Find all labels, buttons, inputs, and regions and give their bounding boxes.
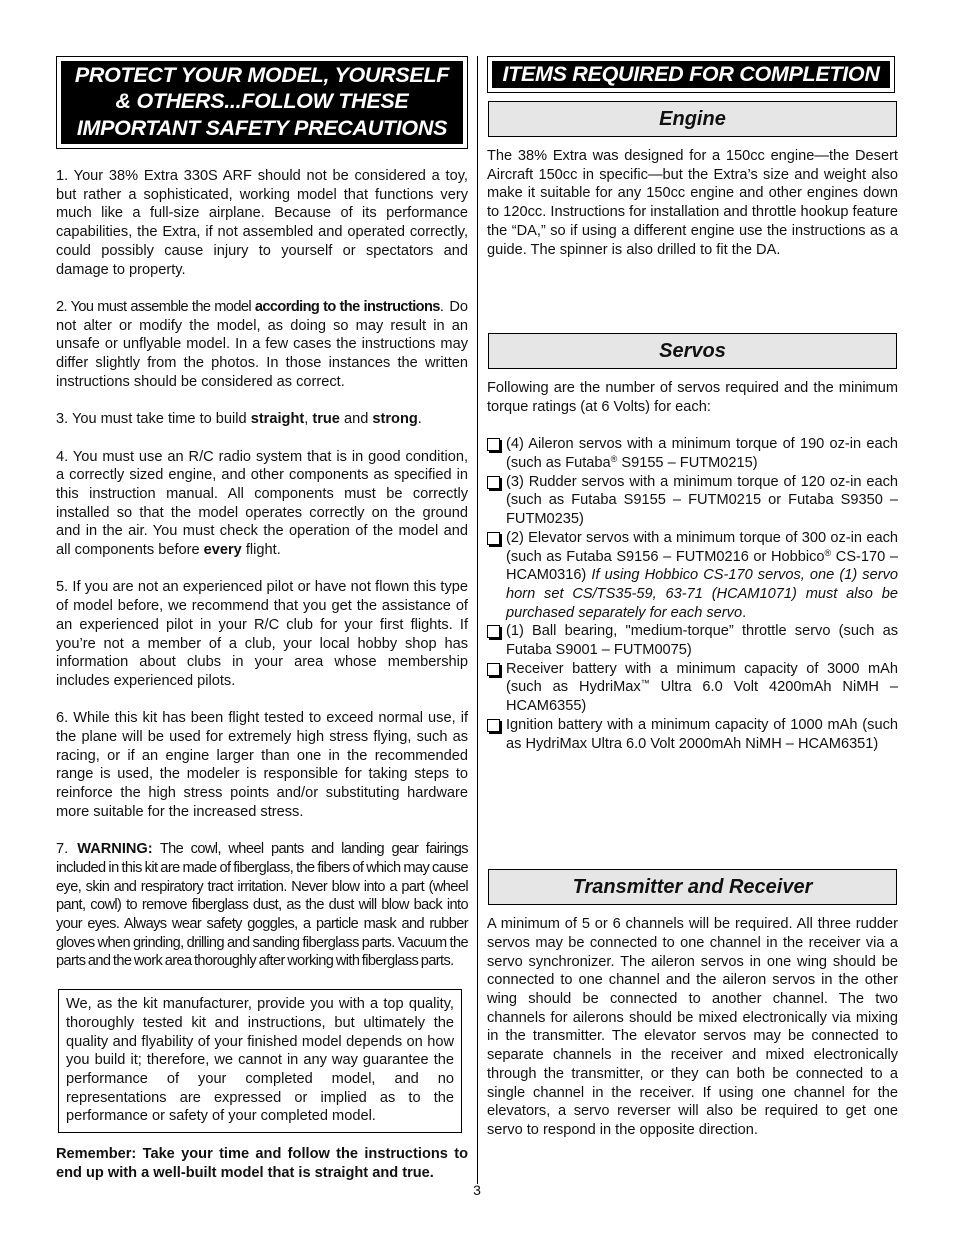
- engine-heading: Engine: [488, 101, 897, 137]
- safety-item-3-sep2: and: [339, 411, 373, 428]
- checkbox-icon[interactable]: [487, 532, 500, 545]
- servo-checklist: [487, 435, 898, 753]
- safety-title: [61, 61, 463, 144]
- column-divider: [477, 56, 478, 1184]
- servo-item-3-end: .: [742, 604, 747, 621]
- servos-intro: Following are the number of servos required and the minimum torque ratings (at 6 Volts) for each:: [487, 380, 898, 415]
- checkbox-icon[interactable]: [487, 719, 500, 732]
- checklist-item: [487, 716, 898, 753]
- safety-title-box: [56, 56, 468, 149]
- transmitter-text: A minimum of 5 or 6 channels will be required. All three rudder servos may be connected to one channel in the receiver via a servo synchronizer. The aileron servos in one wing should be connected to one channel and the aileron servos in the other wing should be connected to another channel. The two channels for ailerons should be mixed electronically via mixing in the transmitter. The elevator servos may be connected to separate channels in the receiver and mixed electronically through the transmitter, or they can both be connected to a single channel in the receiver. If using one channel for the elevators, a servo reverser will also be required to get one servo to respond in the opposite direction.: [487, 916, 898, 1138]
- safety-title-line-1: PROTECT YOUR MODEL, YOURSELF: [74, 62, 450, 87]
- safety-item-2-rest: . Do not alter or modify the model, as doing so may result in an unsafe or unflyable model. In a few cases the instructions may differ slightly from the photos. In those instances the written instructions should be considered as correct.: [56, 298, 468, 390]
- checkbox-icon[interactable]: [487, 476, 500, 489]
- manufacturer-notice: We, as the kit manufacturer, provide you with a top quality, thoroughly tested kit and instructions, but ultimately the quality and flyability of your finished model depends on how you build it; therefore, we cannot in any way guarantee the performance of your completed model, and no representations are expressed or implied as to the performance or safety of your completed model.: [58, 989, 462, 1133]
- safety-item-7-warning: WARNING:: [77, 841, 153, 858]
- checkbox-icon[interactable]: [487, 438, 500, 451]
- checkbox-icon[interactable]: [487, 663, 500, 676]
- servo-item-6-text: Ignition battery with a minimum capacity of 1000 mAh (such as HydriMax Ultra 6.0 Volt 2000mAh NiMH – HCAM6351): [506, 716, 898, 752]
- safety-item-3-sep1: ,: [304, 411, 313, 428]
- servo-item-5-end: Ultra 6.0 Volt 4200mAh NiMH – HCAM6355): [506, 679, 898, 715]
- safety-item-2-bold: according to the instructions: [254, 298, 440, 315]
- safety-item-4-end: flight.: [241, 542, 281, 559]
- registered-mark: ®: [824, 547, 832, 558]
- registered-mark: ®: [610, 454, 618, 465]
- safety-item-7-num: 7.: [56, 841, 78, 858]
- remember-note: Remember: Take your time and follow the instructions to end up with a well-built model that is straight and true.: [56, 1146, 468, 1181]
- safety-item-5: 5. If you are not an experienced pilot or have not flown this type of model before, we recommend that you get the assistance of an experienced pilot in your R/C club for your first flights. If you’re not a member of a club, your local hobby shop has information about clubs in your area whose membership includes experienced pilots.: [56, 579, 468, 689]
- safety-item-3-end: .: [417, 411, 422, 428]
- safety-item-2-lead: 2. You must assemble the model: [56, 298, 255, 315]
- safety-item-2: [56, 298, 468, 392]
- checklist-item: [487, 529, 898, 623]
- safety-item-3-true: true: [312, 411, 340, 428]
- safety-item-4-lead: 4. You must use an R/C radio system that is in good condition, a correctly sized engine, and other components as specified in this instruction manual. All components must be correctly installed so that the model operates correctly on the ground and in the air. You must check the operation of the model and all components before: [56, 448, 468, 559]
- transmitter-heading: Transmitter and Receiver: [488, 869, 897, 905]
- servo-item-3-mid: CS-170 – HCAM0316): [506, 548, 898, 584]
- servo-item-1-end: S9155 – FUTM0215): [617, 455, 758, 472]
- safety-item-7-text: The cowl, wheel pants and landing gear fairings included in this kit are made of fiberglass, the fibers of which may cause eye, skin and respiratory tract irritation. Never blow into a part (wheel pant, cowl) to remove fiberglass dust, as the dust will blow back into your eyes. Always wear safety goggles, a particle mask and rubber gloves when grinding, drilling and sanding fiberglass parts. Vacuum the parts and the work area thoroughly after working with fiberglass parts.: [56, 841, 468, 970]
- safety-item-6: 6. While this kit has been flight tested to exceed normal use, if the plane will be used for extremely high stress flying, such as racing, or if an engine larger than one in the recommended range is used, the modeler is responsible for taking steps to reinforce the high stress points and/or substituting hardware more suitable for the increased stress.: [56, 710, 468, 820]
- checkbox-icon[interactable]: [487, 625, 500, 638]
- safety-item-1: 1. Your 38% Extra 330S ARF should not be considered a toy, but rather a sophisticated, working model that functions very much like a full-size airplane. Because of its performance capabilities, the Extra, if not assembled and operated correctly, could possibly cause injury to yourself or spectators and damage to property.: [56, 168, 468, 278]
- safety-item-7: [56, 840, 468, 971]
- servo-item-4-text: (1) Ball bearing, "medium-torque” throttle servo (such as Futaba S9001 – FUTM0075): [506, 623, 898, 659]
- checklist-item: [487, 660, 898, 716]
- engine-text: The 38% Extra was designed for a 150cc engine—the Desert Aircraft 150cc in specific—but the Extra’s size and weight also make it suitable for any 150cc engine and other engines down to 120cc. Instructions for installation and throttle hookup feature the “DA,” so if using a different engine use the instructions as a guide. The spinner is also drilled to fit the DA.: [487, 148, 898, 258]
- items-column: [487, 56, 898, 1140]
- safety-item-3: [56, 410, 468, 429]
- safety-title-line-2: & OTHERS...FOLLOW THESE: [115, 89, 409, 114]
- safety-item-4: [56, 448, 468, 560]
- safety-item-3-straight: straight: [250, 411, 305, 428]
- servo-item-2-text: (3) Rudder servos with a minimum torque of 120 oz-in each (such as Futaba S9155 – FUTM0215 or Futaba S9350 – FUTM0235): [506, 473, 898, 528]
- checklist-item: [487, 622, 898, 659]
- safety-item-3-lead: 3. You must take time to build: [56, 411, 251, 428]
- servo-item-3-italic: If using Hobbico CS-170 servos, one (1) servo horn set CS/TS35-59, 63-71 (HCAM1071) must also be purchased separately for each servo: [506, 567, 898, 621]
- safety-item-4-every: every: [203, 542, 242, 559]
- servo-item-1-text: (4) Aileron servos with a minimum torque of 190 oz-in each (such as Futaba: [506, 436, 898, 472]
- items-title: ITEMS REQUIRED FOR COMPLETION: [492, 61, 890, 88]
- servos-heading: Servos: [488, 333, 897, 369]
- checklist-item: [487, 473, 898, 529]
- servo-item-3-text: (2) Elevator servos with a minimum torque of 300 oz-in each (such as Futaba S9156 – FUTM0216 or Hobbico: [506, 529, 898, 565]
- safety-title-line-3: IMPORTANT SAFETY PRECAUTIONS: [76, 115, 448, 140]
- safety-item-3-strong: strong: [372, 411, 418, 428]
- items-title-box: [487, 56, 895, 93]
- safety-column: [56, 56, 468, 1182]
- servo-item-5-text: Receiver battery with a minimum capacity of 3000 mAh (such as HydriMax: [506, 660, 898, 696]
- page-number: 3: [473, 1182, 481, 1198]
- checklist-item: [487, 435, 898, 472]
- trademark-mark: ™: [640, 678, 650, 689]
